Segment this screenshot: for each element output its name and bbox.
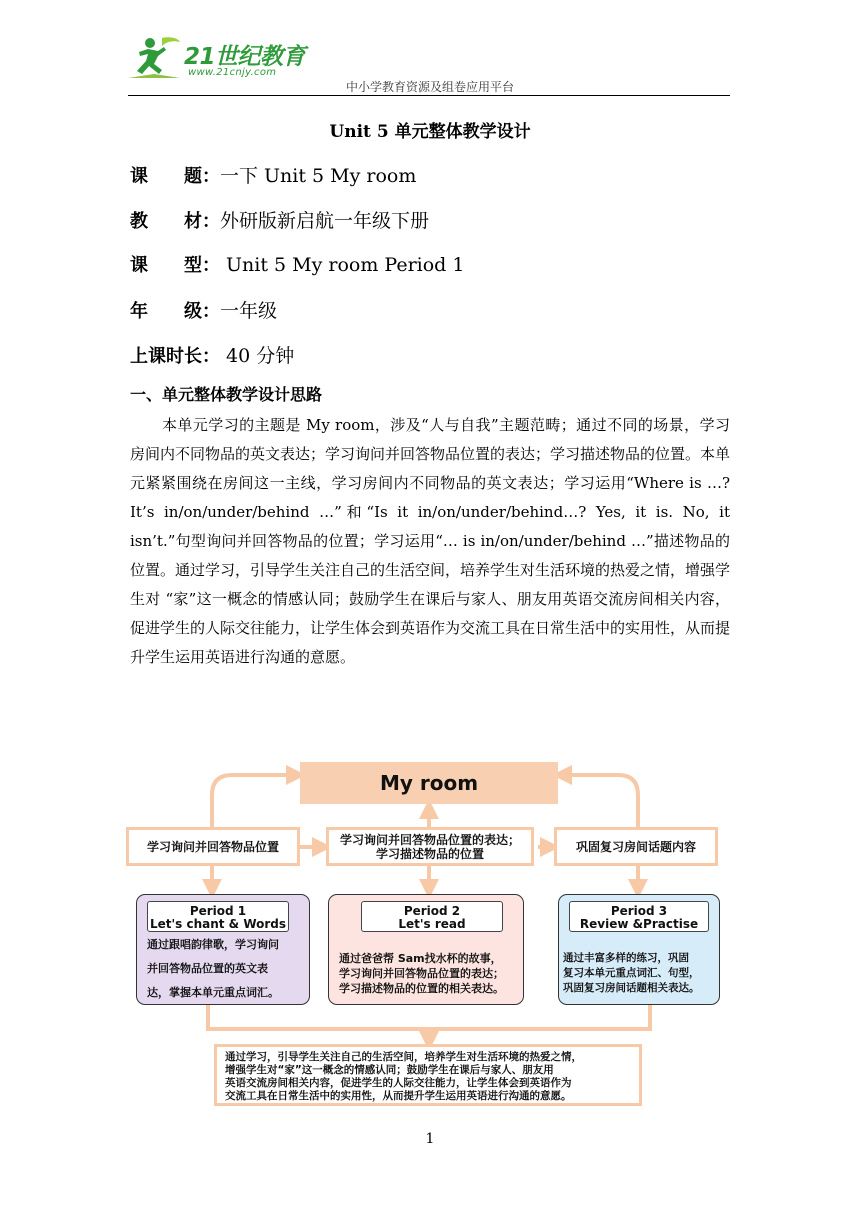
- desc-line: 学习询问并回答物品位置的表达；: [339, 967, 504, 980]
- period-description: [563, 951, 700, 996]
- topic-box-1: [126, 827, 300, 866]
- topic-label: 巩固复习房间话题内容: [575, 839, 696, 854]
- period-card-3: [558, 894, 720, 1005]
- bottom-bracket: [208, 1005, 650, 1029]
- meta-value: Unit 5 My room Period 1: [220, 254, 465, 276]
- period-card-2: [328, 894, 524, 1005]
- meta-label: 年 级：: [130, 301, 220, 322]
- meta-textbook: [130, 206, 429, 233]
- meta-value: 40 分钟: [220, 345, 295, 367]
- topic-box-3: [554, 827, 718, 866]
- meta-duration: [130, 341, 294, 368]
- topic-label: 学习描述物品的位置: [375, 846, 484, 861]
- desc-line: 通过跟唱韵律歌，学习询问: [147, 938, 279, 951]
- loop-arrow-right: [562, 775, 638, 827]
- desc-line: 学习描述物品的位置的相关表达。: [339, 982, 504, 995]
- period-card-1: [136, 894, 310, 1005]
- summary-box: [214, 1044, 642, 1106]
- meta-topic: [130, 161, 416, 188]
- period-title: [361, 901, 503, 932]
- desc-line: 达，掌握本单元重点词汇。: [147, 986, 279, 999]
- meta-label: 课 题：: [130, 166, 220, 187]
- topic-label: 学习询问并回答物品位置的表达；: [339, 832, 520, 847]
- topic-box-2: [326, 827, 534, 866]
- header-subtitle: 中小学教育资源及组卷应用平台: [345, 80, 514, 94]
- period-subtitle: Let's chant & Words: [149, 917, 287, 931]
- period-description: [339, 951, 504, 996]
- meta-label: 教 材：: [130, 211, 220, 232]
- meta-value: 一年级: [220, 300, 278, 322]
- meta-grade: [130, 296, 277, 323]
- period-name: Period 3: [610, 904, 668, 918]
- document-title: Unit 5 单元整体教学设计: [329, 122, 531, 142]
- page-number: 1: [425, 1131, 435, 1147]
- desc-line: 通过丰富多样的练习，巩固: [563, 952, 689, 964]
- period-name: Period 1: [189, 904, 247, 918]
- unit-diagram: [120, 755, 740, 1115]
- header-divider: [128, 95, 730, 96]
- summary-line: 增强学生对“家”这一概念的情感认同；鼓励学生在课后与家人、朋友用: [225, 1064, 554, 1076]
- desc-line: 通过爸爸帮 Sam找水杯的故事，: [339, 952, 502, 965]
- period-title: [147, 901, 289, 932]
- desc-line: 并回答物品位置的英文表: [147, 962, 268, 975]
- period-name: Period 2: [403, 904, 461, 918]
- logo-url: www.21cnjy.com: [188, 67, 277, 78]
- desc-line: 复习本单元重点词汇、句型，: [563, 967, 700, 979]
- summary-line: 交流工具在日常生活中的实用性，从而提升学生运用英语进行沟通的意愿。: [225, 1090, 572, 1102]
- meta-lesson-type: [130, 251, 464, 277]
- summary-line: 英语交流房间相关内容，促进学生的人际交往能力，让学生体会到英语作为: [225, 1077, 572, 1089]
- section-heading: 一、单元整体教学设计思路: [130, 385, 323, 404]
- summary-line: 通过学习，引导学生关注自己的生活空间，培养学生对生活环境的热爱之情，: [225, 1051, 582, 1063]
- diagram-center-title: My room: [300, 762, 558, 804]
- runner-logo-icon: [128, 34, 182, 80]
- logo-text: 21世纪教育: [184, 44, 306, 70]
- meta-value: 一下 Unit 5 My room: [220, 165, 417, 187]
- site-logo: [128, 34, 318, 84]
- topic-label: 学习询问并回答物品位置: [146, 839, 279, 854]
- period-description: [147, 933, 279, 1005]
- period-subtitle: Review &Practise: [579, 917, 699, 931]
- meta-label: 课 型：: [130, 255, 220, 276]
- desc-line: 巩固复习房间话题相关表达。: [563, 982, 700, 994]
- period-subtitle: Let's read: [398, 917, 466, 931]
- meta-value: 外研版新启航一年级下册: [220, 210, 430, 232]
- meta-label: 上课时长：: [130, 346, 220, 367]
- body-paragraph: 本单元学习的主题是 My room，涉及“人与自我”主题范畴；通过不同的场景，学习房间内不同物品的英文表达；学习询问并回答物品位置的表达；学习描述物品的位置。本单元紧紧围绕在房间这一主线，学习房间内不同物品的英文表达；学习运用“Where is …? It’s in/on/under/behind …”和“Is it in/on/under/behind…? Yes, it is. No, it isn’t.”句型询问并回答物品的位置；学习运用“… is in/on/under/behind …”描述物品的位置。通过学习，引导学生关注自己的生活空间，培养学生对生活环境的热爱之情，增强学生对 “家”这一概念的情感认同；鼓励学生在课后与家人、朋友用英语交流房间相关内容，促进学生的人际交往能力，让学生体会到英语作为交流工具在日常生活中的实用性，从而提升学生运用英语进行沟通的意愿。: [130, 416, 731, 666]
- loop-arrow-left: [212, 775, 296, 827]
- period-title: [569, 901, 709, 932]
